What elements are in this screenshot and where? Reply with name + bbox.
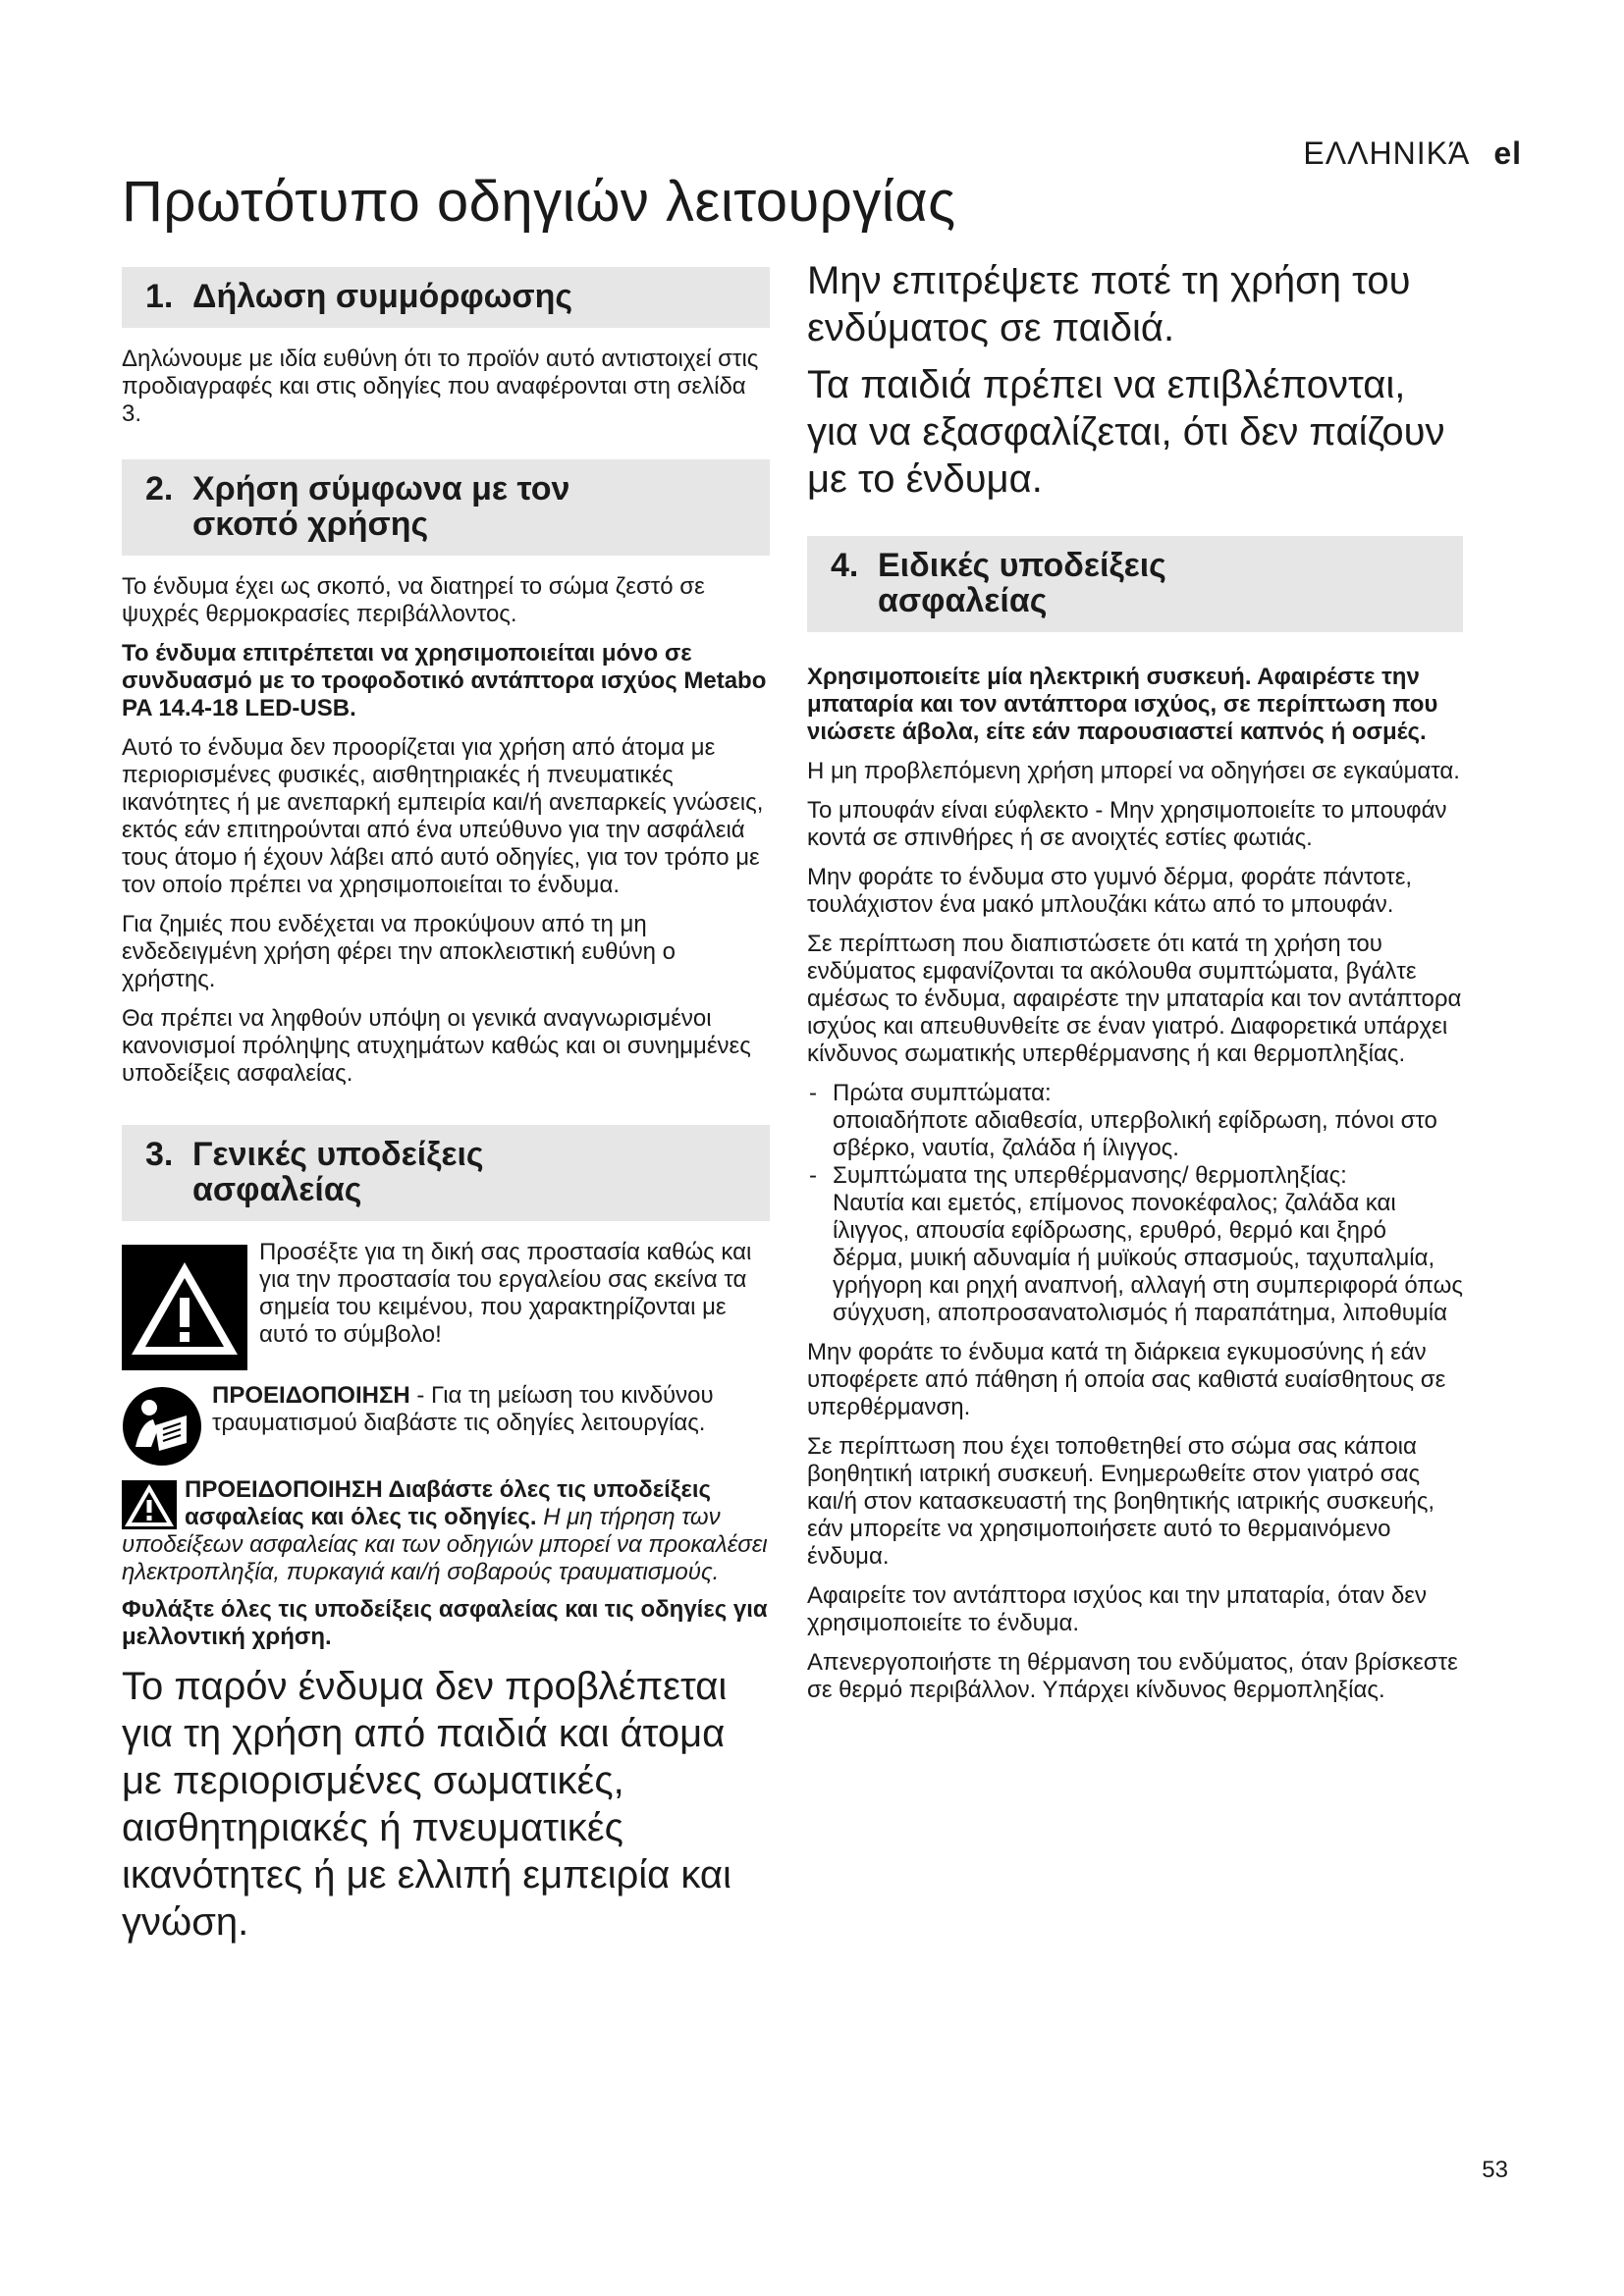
section-4-number: 4. — [831, 547, 859, 584]
section-4-p1: Η μη προβλεπόμενη χρήση μπορεί να οδηγήσει σε εγκαύματα. — [807, 758, 1460, 784]
list-item-body: Ναυτία και εμετός, επίμονος πονοκέφαλος; ζαλάδα και ίλιγγος, απουσία εφίδρωσης, ερυθρό, θερμό και ξηρό δέρμα, μυική αδυναμία ή μυϊκούς σπασμούς, ταχυπαλμία, γρήγορη και ρηχή αναπνοή, αλλαγή στη συμπεριφορά όπως σύγχυση, αποπροσανατολισμός ή παραπάτημα, λιποθυμία — [833, 1190, 1463, 1326]
section-2-p2-bold: Το ένδυμα επιτρέπεται να χρησιμοποιείται μόνο σε συνδυασμό με το τροφοδοτικό αντάπτορα ισχύος Metabo PA 14.4-18 LED-USB. — [122, 640, 767, 721]
warning-1-label: ΠΡΟΕΙΔΟΠΟΙΗΣΗ — [212, 1382, 410, 1409]
section-2-p3: Αυτό το ένδυμα δεν προορίζεται για χρήση από άτομα με περιορισμένες φυσικές, αισθητηριακές ή πνευματικές ικανότητες ή με ανεπαρκή εμπειρία και/ή ανεπαρκείς γνώσεις, εκτός εάν επιτηρούνται από ένα υπεύθυνο για την ασφάλειά τους άτομο ή έχουν λάβει από αυτό οδηγίες, για τον τρόπο με τον οποίο πρέπει να χρησιμοποιείται το ένδυμα. — [122, 734, 764, 898]
warning-2-bold: ΠΡΟΕΙΔΟΠΟΙΗΣΗ Διαβάστε όλες τις υποδείξεις ασφαλείας και όλες τις οδηγίες. — [185, 1476, 711, 1530]
symbol-explanation-text: Προσέξτε για τη δική σας προστασία καθώς και για την προστασία του εργαλείου σας εκείνα τα σημεία του κειμένου, που χαρακτηρίζονται με αυτό το σύμβολο! — [259, 1239, 752, 1348]
warning-triangle-small-icon — [122, 1480, 177, 1529]
language-code: el — [1493, 135, 1522, 171]
read-manual-icon — [122, 1386, 202, 1467]
section-4-p8: Απενεργοποιήστε τη θέρμανση του ενδύματος, όταν βρίσκεστε σε θερμό περιβάλλον. Υπάρχει κίνδυνος θερμοπληξίας. — [807, 1649, 1458, 1703]
list-item — [807, 1162, 1463, 1327]
warning-read-manual-text — [122, 1382, 770, 1437]
section-1-title: Δήλωση συμμόρφωσης — [192, 278, 573, 315]
warning-1-text: - Για τη μείωση του κινδύνου τραυματισμού διαβάστε τις οδηγίες λειτουργίας. — [212, 1382, 714, 1436]
warning-read-all-text — [122, 1476, 770, 1586]
section-2-p4: Για ζημιές που ενδέχεται να προκύψουν από τη μη ενδεδειγμένη χρήση φέρει την αποκλειστική ευθύνη ο χρήστης. — [122, 911, 676, 992]
list-item-head: - Πρώτα συμπτώματα: — [833, 1080, 1052, 1106]
symbol-explanation — [122, 1239, 770, 1370]
section-4-p6: Σε περίπτωση που έχει τοποθετηθεί στο σώμα σας κάποια βοηθητική ιατρική συσκευή. Ενημερωθείτε στον γιατρό σας και/ή στον κατασκευαστή της βοηθητικής ιατρικής συσκευής, εάν μπορείτε να χρησιμοποιήσετε αυτό το θερμαινόμενο ένδυμα. — [807, 1433, 1435, 1570]
list-item — [807, 1080, 1463, 1162]
warning-triangle-icon — [122, 1245, 247, 1370]
section-2-p1: Το ένδυμα έχει ως σκοπό, να διατηρεί το σώμα ζεστό σε ψυχρές θερμοκρασίες περιβάλλοντος. — [122, 573, 705, 627]
warning-2-italic: Η μη τήρηση των υποδείξεων ασφαλείας και των οδηγιών μπορεί να προκαλέσει ηλεκτροπληξία, πυρκαγιά και/ή σοβαρούς τραυματισμούς. — [122, 1504, 768, 1585]
children-warning-big-3: Τα παιδιά πρέπει να επιβλέπονται, για να εξασφαλίζεται, ότι δεν παίζουν με το ένδυμα. — [807, 363, 1445, 501]
section-4-p5: Μην φοράτε το ένδυμα κατά τη διάρκεια εγκυμοσύνης ή εάν υποφέρετε από πάθηση ή οποία σας καθιστά ευαίσθητους σε υπερθέρμανση. — [807, 1339, 1446, 1420]
section-2-heading — [122, 459, 770, 556]
section-4-heading — [807, 536, 1463, 632]
children-warning-big-2: Μην επιτρέψετε ποτέ τη χρήση του ενδύματος σε παιδιά. — [807, 259, 1411, 349]
warning-read-manual — [122, 1382, 770, 1467]
section-4-p4: Σε περίπτωση που διαπιστώσετε ότι κατά τη χρήση του ενδύματος εμφανίζονται τα ακόλουθα συμπτώματα, βγάλτε αμέσως το ένδυμα, αφαιρέστε την μπαταρία και τον αντάπτορα ισχύος και απευθυνθείτε σε έναν γιατρό. Διαφορετικά υπάρχει κίνδυνος σωματικής υπερθέρμανσης ή και θερμοπληξίας. — [807, 931, 1462, 1067]
keep-instructions-text: Φυλάξτε όλες τις υποδείξεις ασφαλείας και τις οδηγίες για μελλοντική χρήση. — [122, 1596, 768, 1650]
section-1-heading — [122, 267, 770, 328]
language-label: ΕΛΛΗΝΙΚΆ — [1303, 135, 1471, 171]
section-4-p2: Το μπουφάν είναι εύφλεκτο - Μην χρησιμοποιείτε το μπουφάν κοντά σε σπινθήρες ή σε ανοιχτές εστίες φωτιάς. — [807, 797, 1447, 851]
list-item-head: - Συμπτώματα της υπερθέρμανσης/ θερμοπληξίας: — [833, 1162, 1347, 1189]
children-warning-big-1: Το παρόν ένδυμα δεν προβλέπεται για τη χρήση από παιδιά και άτομα με περιορισμένες σωματικές, αισθητηριακές ή πνευματικές ικανότητες ή με ελλιπή εμπειρία και γνώση. — [122, 1665, 731, 1944]
section-3-number: 3. — [145, 1136, 174, 1173]
symptom-list — [807, 1080, 1463, 1327]
section-4-title-line2: ασφαλείας — [878, 582, 1048, 619]
left-column — [122, 267, 770, 1955]
list-item-body: οποιαδήποτε αδιαθεσία, υπερβολική εφίδρωση, πόνοι στο σβέρκο, ναυτία, ζαλάδα ή ίλιγγος. — [833, 1107, 1437, 1161]
section-3-heading — [122, 1125, 770, 1221]
section-1-number: 1. — [145, 278, 174, 315]
section-3-title-line2: ασφαλείας — [192, 1171, 362, 1208]
document-title: Πρωτότυπο οδηγιών λειτουργίας — [122, 170, 956, 234]
right-column — [807, 257, 1463, 1716]
section-3-title-line1: Γενικές υποδείξεις — [192, 1136, 484, 1173]
section-2-number: 2. — [145, 470, 174, 507]
warning-read-all — [122, 1476, 770, 1586]
section-2-p5: Θα πρέπει να ληφθούν υπόψη οι γενικά αναγνωρισμένοι κανονισμοί πρόληψης ατυχημάτων καθώς και οι συνημμένες υποδείξεις ασφαλείας. — [122, 1005, 751, 1087]
section-4-p3: Μην φοράτε το ένδυμα στο γυμνό δέρμα, φοράτε πάντοτε, τουλάχιστον ένα μακό μπλουζάκι κάτω από το μπουφάν. — [807, 864, 1413, 918]
page-number: 53 — [1482, 2157, 1508, 2183]
section-4-bold: Χρησιμοποιείτε μία ηλεκτρική συσκευή. Αφαιρέστε την μπαταρία και τον αντάπτορα ισχύος, σε περίπτωση που νιώσετε άβολα, είτε εάν παρουσιαστεί καπνός ή οσμές. — [807, 664, 1438, 745]
section-1-text: Δηλώνουμε με ιδία ευθύνη ότι το προϊόν αυτό αντιστοιχεί στις προδιαγραφές και στις οδηγίες που αναφέρονται στη σελίδα 3. — [122, 346, 759, 427]
section-4-p7: Αφαιρείτε τον αντάπτορα ισχύος και την μπαταρία, όταν δεν χρησιμοποιείτε το ένδυμα. — [807, 1582, 1428, 1636]
language-header — [1303, 135, 1522, 172]
section-2-title-line1: Χρήση σύμφωνα με τον — [192, 470, 570, 507]
section-2-title-line2: σκοπό χρήσης — [192, 506, 429, 543]
section-4-title-line1: Ειδικές υποδείξεις — [878, 547, 1166, 584]
